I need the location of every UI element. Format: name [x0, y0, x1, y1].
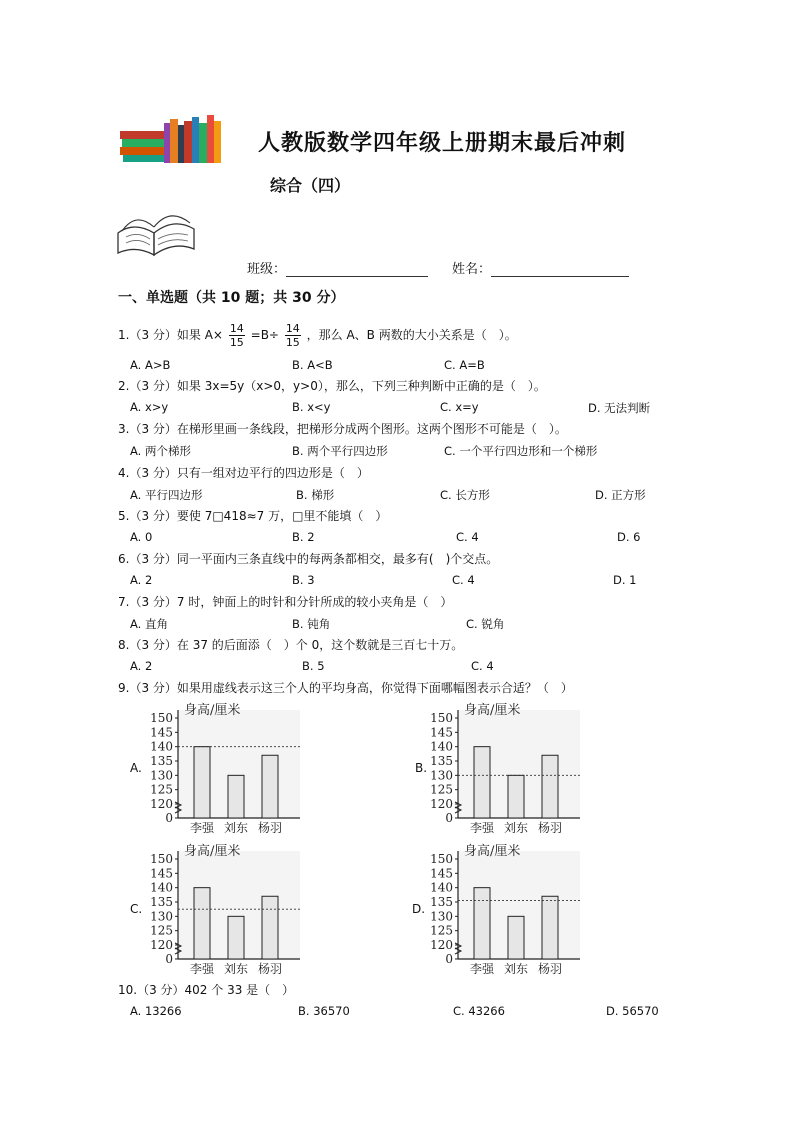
y-tick-label: 120 [150, 938, 173, 952]
open-book-icon [114, 203, 198, 259]
y-tick-label: 120 [430, 938, 453, 952]
q8-option-c[interactable]: C. 4 [471, 659, 494, 673]
x-tick-label: 杨羽 [257, 821, 283, 834]
q6-option-b[interactable]: B. 3 [292, 573, 315, 587]
y-tick-label: 150 [150, 711, 173, 725]
q8-option-a[interactable]: A. 2 [130, 659, 153, 673]
question-3: 3.（3 分）在梯形里画一条线段，把梯形分成两个图形。这两个图形不可能是（ ）。 [118, 422, 567, 436]
y-tick-label: 135 [150, 895, 173, 909]
q10-option-c[interactable]: C. 43266 [453, 1004, 505, 1018]
q7-option-b[interactable]: B. 钝角 [292, 617, 331, 631]
q1-option-c[interactable]: C. A=B [444, 358, 485, 372]
q3-option-a[interactable]: A. 两个梯形 [130, 444, 191, 458]
q3-option-b[interactable]: B. 两个平行四边形 [292, 444, 388, 458]
q1-option-b[interactable]: B. A<B [292, 358, 333, 372]
q5-option-b[interactable]: B. 2 [292, 530, 315, 544]
q5-option-d[interactable]: D. 6 [617, 530, 641, 544]
question-9: 9.（3 分）如果用虚线表示这三个人的平均身高，你觉得下面哪幅图表示合适？（ ） [118, 681, 573, 695]
bar [228, 775, 244, 818]
q8-option-b[interactable]: B. 5 [302, 659, 325, 673]
q5-option-c[interactable]: C. 4 [456, 530, 479, 544]
q5-option-a[interactable]: A. 0 [130, 530, 153, 544]
question-6: 6.（3 分）同一平面内三条直线中的每两条都相交，最多有( )个交点。 [118, 552, 499, 566]
q4-option-c[interactable]: C. 长方形 [440, 488, 490, 502]
q10-option-a[interactable]: A. 13266 [130, 1004, 182, 1018]
q4-option-a[interactable]: A. 平行四边形 [130, 488, 203, 502]
y-tick-label: 125 [430, 923, 453, 938]
x-tick-label: 杨羽 [537, 821, 563, 834]
q4-option-d[interactable]: D. 正方形 [595, 488, 646, 502]
q6-option-a[interactable]: A. 2 [130, 573, 153, 587]
y-axis-label: 身高/厘米 [184, 844, 241, 859]
q2-option-a[interactable]: A. x>y [130, 400, 169, 414]
x-tick-label: 杨羽 [537, 962, 563, 975]
y-tick-label: 0 [445, 952, 453, 966]
y-tick-label: 125 [150, 923, 173, 938]
x-tick-label: 李强 [469, 962, 495, 975]
y-tick-label: 0 [165, 952, 173, 966]
bar [194, 888, 210, 959]
page-subtitle: 综合（四） [270, 176, 351, 195]
y-tick-label: 125 [150, 782, 173, 797]
q2-option-c[interactable]: C. x=y [440, 400, 479, 414]
question-8: 8.（3 分）在 37 的后面添（ ）个 0，这个数就是三百七十万。 [118, 638, 464, 652]
books-illustration [120, 113, 222, 163]
bar [474, 747, 490, 818]
class-input-line[interactable] [286, 264, 428, 277]
y-axis-label: 身高/厘米 [464, 703, 521, 718]
y-tick-label: 0 [165, 811, 173, 825]
y-tick-label: 140 [430, 880, 453, 895]
q10-option-b[interactable]: B. 36570 [298, 1004, 350, 1018]
x-tick-label: 刘东 [503, 821, 529, 834]
q9-option-c-label[interactable]: C. [130, 902, 143, 916]
q9-option-d-label[interactable]: D. [412, 902, 426, 916]
q10-option-d[interactable]: D. 56570 [606, 1004, 659, 1018]
bar [262, 896, 278, 959]
q3-option-c[interactable]: C. 一个平行四边形和一个梯形 [444, 444, 598, 458]
bar [508, 916, 524, 959]
y-tick-label: 140 [150, 739, 173, 754]
y-tick-label: 145 [430, 866, 453, 881]
name-label: 姓名： [452, 262, 492, 277]
x-tick-label: 李强 [189, 962, 215, 975]
q6-option-c[interactable]: C. 4 [452, 573, 475, 587]
y-tick-label: 135 [430, 754, 453, 768]
y-tick-label: 150 [150, 852, 173, 866]
q9-option-a-label[interactable]: A. [130, 761, 142, 775]
class-field[interactable] [247, 258, 428, 277]
y-tick-label: 120 [430, 797, 453, 811]
q7-option-c[interactable]: C. 锐角 [466, 617, 505, 631]
y-tick-label: 150 [430, 711, 453, 725]
x-tick-label: 刘东 [503, 962, 529, 975]
bar [508, 775, 524, 818]
page-title: 人教版数学四年级上册期末最后冲刺 [258, 130, 627, 156]
bar [542, 896, 558, 959]
y-tick-label: 125 [430, 782, 453, 797]
y-tick-label: 130 [150, 768, 173, 783]
chart-d [422, 841, 582, 975]
fraction: $\frac{14}{15}$ [229, 322, 244, 349]
chart-a [142, 700, 302, 834]
question-4: 4.（3 分）只有一组对边平行的四边形是（ ） [118, 466, 369, 480]
question-2: 2.（3 分）如果 3x=5y（x>0，y>0），那么，下列三种判断中正确的是（ ）。 [118, 379, 546, 393]
bar [262, 755, 278, 818]
y-tick-label: 130 [430, 909, 453, 924]
q7-option-a[interactable]: A. 直角 [130, 617, 168, 631]
chart-c [142, 841, 302, 975]
y-tick-label: 135 [430, 895, 453, 909]
x-tick-label: 李强 [189, 821, 215, 834]
name-input-line[interactable] [491, 264, 629, 277]
x-tick-label: 刘东 [223, 962, 249, 975]
y-tick-label: 120 [150, 797, 173, 811]
q4-option-b[interactable]: B. 梯形 [296, 488, 335, 502]
y-tick-label: 0 [445, 811, 453, 825]
y-tick-label: 130 [150, 909, 173, 924]
x-tick-label: 刘东 [223, 821, 249, 834]
y-tick-label: 140 [150, 880, 173, 895]
bar [194, 747, 210, 818]
y-tick-label: 145 [150, 866, 173, 881]
bar [542, 755, 558, 818]
x-tick-label: 杨羽 [257, 962, 283, 975]
y-tick-label: 140 [430, 739, 453, 754]
name-field[interactable] [452, 258, 629, 277]
q6-option-d[interactable]: D. 1 [613, 573, 637, 587]
q9-option-b-label[interactable]: B. [415, 761, 428, 775]
x-tick-label: 李强 [469, 821, 495, 834]
question-1: 1.（3 分）如果 A× $\frac{14}{15}$ =B÷ $\frac{14}{15}$ ，那么 A、B 两数的大小关系是（ ）。 [118, 322, 517, 349]
question-7: 7.（3 分）7 时，钟面上的时针和分针所成的较小夹角是（ ） [118, 595, 453, 609]
q2-option-b[interactable]: B. x<y [292, 400, 331, 414]
chart-b [422, 700, 582, 834]
class-label: 班级： [247, 262, 287, 277]
bar [474, 888, 490, 959]
question-5: 5.（3 分）要使 7□418≈7 万，□里不能填（ ） [118, 509, 388, 523]
question-10: 10.（3 分）402 个 33 是（ ） [118, 983, 295, 997]
q1-option-a[interactable]: A. A>B [130, 358, 171, 372]
y-tick-label: 145 [430, 725, 453, 740]
y-tick-label: 130 [430, 768, 453, 783]
y-tick-label: 135 [150, 754, 173, 768]
y-axis-label: 身高/厘米 [464, 844, 521, 859]
q2-option-d[interactable]: D. 无法判断 [588, 401, 651, 415]
bar [228, 916, 244, 959]
y-axis-label: 身高/厘米 [184, 703, 241, 718]
y-tick-label: 150 [430, 852, 453, 866]
y-tick-label: 145 [150, 725, 173, 740]
fraction: $\frac{14}{15}$ [285, 322, 300, 349]
section-title: 一、单选题（共 10 题；共 30 分） [118, 290, 345, 306]
